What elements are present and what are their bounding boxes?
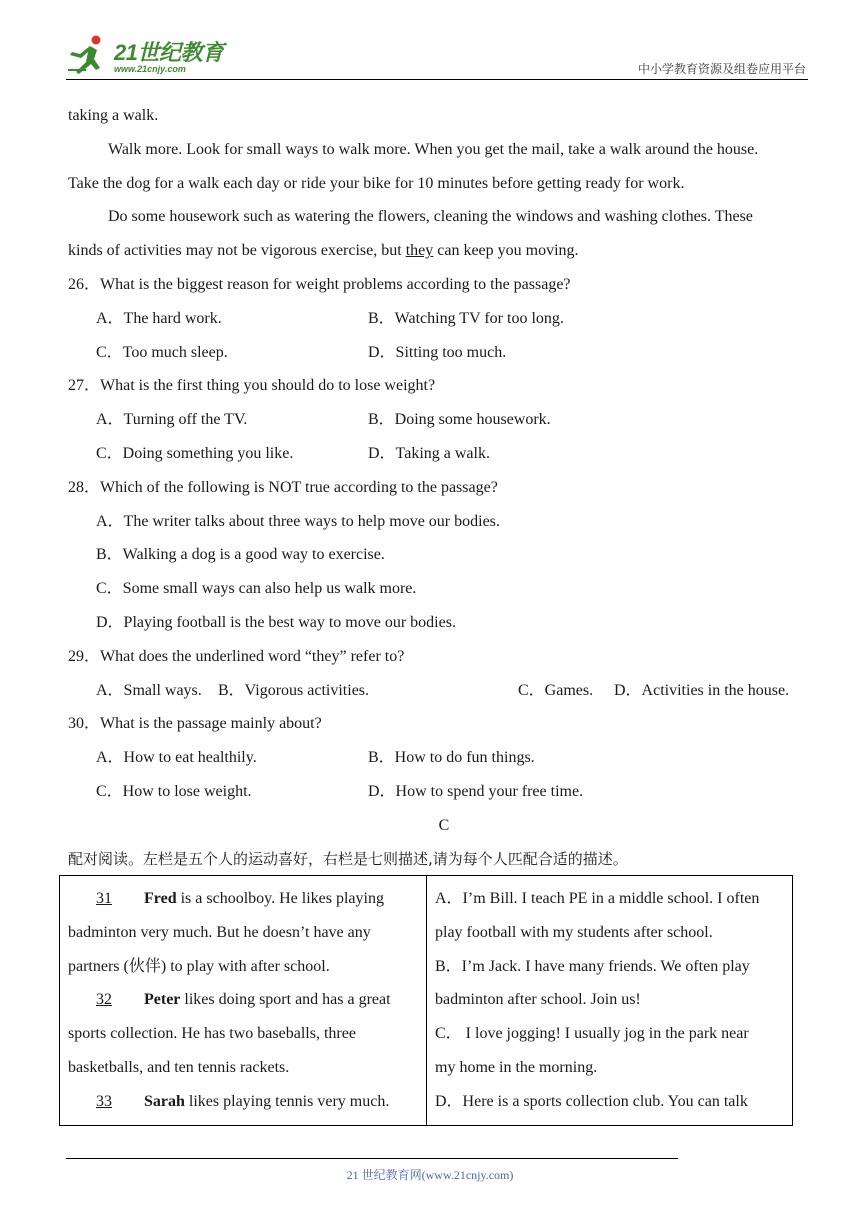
passage-text: kinds of activities may not be vigorous exercise, but xyxy=(68,242,406,260)
person-text: sports collection. He has two baseballs, three xyxy=(68,1025,356,1043)
option: D．Activities in the house. xyxy=(614,681,790,699)
option: D．Playing football is the best way to move our bodies. xyxy=(96,613,456,631)
option-row xyxy=(68,505,820,539)
passage-line: Walk more. Look for small ways to walk more. When you get the mail, take a walk around the house. xyxy=(108,140,759,158)
person-name: Sarah xyxy=(144,1092,185,1110)
option: A．Turning off the TV. xyxy=(96,411,248,429)
option: C．Too much sleep. xyxy=(96,343,228,361)
description-line: D．Here is a sports collection club. You can talk xyxy=(435,1092,748,1110)
person-name: Fred xyxy=(144,890,177,907)
option: A．The hard work. xyxy=(96,309,222,327)
option: B．Doing some housework. xyxy=(368,411,551,429)
option: A．Small ways. xyxy=(96,681,202,699)
option-row xyxy=(68,437,820,471)
person-text: partners (伙伴) to play with after school. xyxy=(68,957,330,975)
matching-table xyxy=(59,875,793,1126)
option: A．How to eat healthily. xyxy=(96,749,257,767)
option-row xyxy=(68,336,820,370)
passage-line xyxy=(68,234,820,268)
underlined-word: they xyxy=(405,242,434,260)
question-stem: 30．What is the passage mainly about? xyxy=(68,715,322,733)
person-text: badminton very much. But he doesn’t have any xyxy=(68,923,371,941)
answer-blank[interactable]: 33 xyxy=(96,1092,112,1110)
passage-line: taking a walk. xyxy=(68,107,159,124)
footer-text: 21 世纪教育网(www.21cnjy.com) xyxy=(346,1168,514,1182)
person-text: basketballs, and ten tennis rackets. xyxy=(68,1058,290,1076)
person-name: Peter xyxy=(144,991,181,1009)
passage-line: Take the dog for a walk each day or ride your bike for 10 minutes before getting ready for work. xyxy=(68,174,685,192)
description-line: my home in the morning. xyxy=(435,1058,598,1076)
section-instruction: 配对阅读。左栏是五个人的运动喜好，右栏是七则描述,请为每个人匹配合适的描述。 xyxy=(68,849,628,868)
option-row xyxy=(68,741,820,775)
option: D．Taking a walk. xyxy=(368,444,490,462)
option: B．Vigorous activities. xyxy=(218,681,370,699)
person-entry xyxy=(68,1085,418,1119)
option-row xyxy=(68,775,820,809)
option: C．How to lose weight. xyxy=(96,782,252,800)
answer-blank[interactable]: 32 xyxy=(96,991,112,1009)
page-header xyxy=(0,0,860,82)
person-text: likes playing tennis very much. xyxy=(184,1092,390,1110)
passage-line: Do some housework such as watering the flowers, cleaning the windows and washing clothes. These xyxy=(108,208,753,226)
header-divider xyxy=(66,79,808,80)
option: C．Doing something you like. xyxy=(96,444,294,462)
logo-text: 21世纪教育 xyxy=(114,40,224,65)
option: D．Sitting too much. xyxy=(368,343,507,361)
person-text: likes doing sport and has a great xyxy=(180,991,391,1009)
option: A．The writer talks about three ways to help move our bodies. xyxy=(96,512,500,530)
description-line: play football with my students after school. xyxy=(435,923,713,941)
option: B．Watching TV for too long. xyxy=(368,309,564,327)
person-entry xyxy=(68,882,418,916)
option: D．How to spend your free time. xyxy=(368,782,584,800)
option-row xyxy=(68,538,820,572)
logo-url: www.21cnjy.com xyxy=(114,64,186,74)
question-stem: 29．What does the underlined word “they” refer to? xyxy=(68,647,405,665)
option-row xyxy=(68,572,820,606)
option: B．Walking a dog is a good way to exercise. xyxy=(96,546,385,564)
option-row xyxy=(68,302,820,336)
logo xyxy=(66,34,226,78)
platform-title: 中小学教育资源及组卷应用平台 xyxy=(637,62,806,76)
option: B．How to do fun things. xyxy=(368,749,535,767)
footer-divider xyxy=(66,1158,678,1159)
descriptions-column xyxy=(427,876,793,1126)
section-label: C xyxy=(438,816,450,834)
question-stem: 28．Which of the following is NOT true according to the passage? xyxy=(68,478,498,496)
passage-text: can keep you moving. xyxy=(433,242,579,260)
question-stem: 27．What is the first thing you should do to lose weight? xyxy=(68,377,436,395)
document-body xyxy=(68,99,820,876)
runner-logo-icon xyxy=(66,34,112,76)
option-row xyxy=(68,674,820,708)
option-row xyxy=(68,606,820,640)
description-line: badminton after school. Join us! xyxy=(435,991,641,1009)
person-text: is a schoolboy. He likes playing xyxy=(176,890,384,907)
people-column xyxy=(60,876,427,1126)
option-row xyxy=(68,403,820,437)
description-line: B．I’m Jack. I have many friends. We often play xyxy=(435,957,750,975)
option: C．Some small ways can also help us walk more. xyxy=(96,580,417,598)
question-stem: 26．What is the biggest reason for weight problems according to the passage? xyxy=(68,275,571,293)
description-line: C． I love jogging! I usually jog in the park near xyxy=(435,1025,749,1043)
description-line: A．I’m Bill. I teach PE in a middle school. I often xyxy=(435,890,760,907)
answer-blank[interactable]: 31 xyxy=(96,890,112,907)
person-entry xyxy=(68,983,418,1017)
option: C．Games. xyxy=(518,681,594,699)
